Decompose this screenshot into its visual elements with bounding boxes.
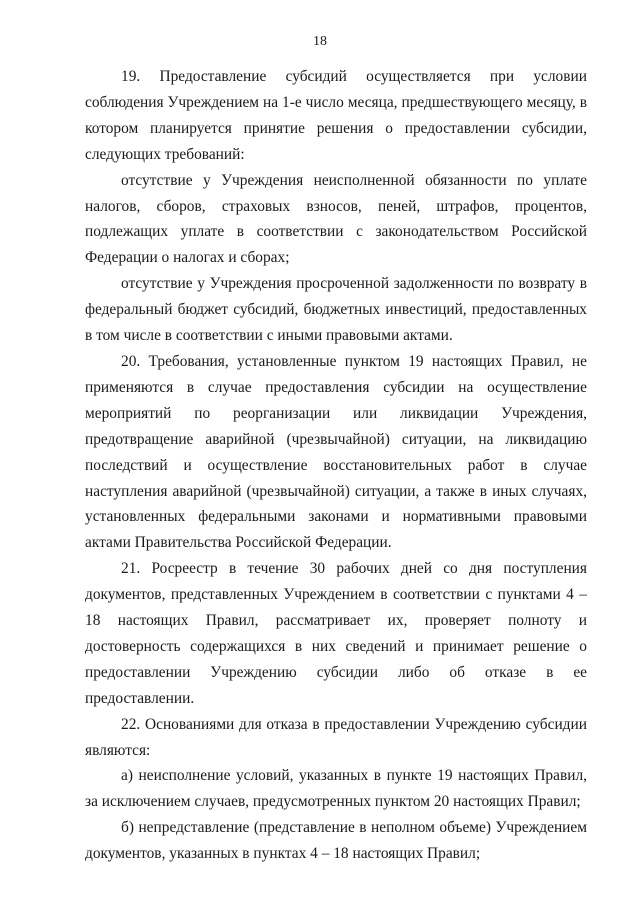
paragraph-22: 22. Основаниями для отказа в предоставлении Учреждению субсидии являются: (85, 715, 587, 759)
paragraph-requirement-debt: отсутствие у Учреждения просроченной задолженности по возврату в федеральный бюджет субсидий, бюджетных инвестиций, предоставленных в том числе в соответствии с иными правовыми актами. (85, 275, 587, 345)
paragraph-requirement-taxes: отсутствие у Учреждения неисполненной обязанности по уплате налогов, сборов, страховых взносов, пеней, штрафов, процентов, подлежащих уплате в соответствии с законодательством Российской Федерации о налогах и сборах; (85, 171, 587, 267)
paragraph-22-b: б) непредставление (представление в неполном объеме) Учреждением документов, указанных в пунктах 4 – 18 настоящих Правил; (85, 819, 587, 863)
paragraph-22-a: а) неисполнение условий, указанных в пункте 19 настоящих Правил, за исключением случаев, предусмотренных пунктом 20 настоящих Правил; (85, 767, 587, 811)
document-body (85, 64, 587, 867)
paragraph-21: 21. Росреестр в течение 30 рабочих дней со дня поступления документов, представленных Учреждением в соответствии с пунктами 4 – 18 настоящих Правил, рассматривает их, проверяет полноту и достоверность содержащихся в них сведений и принимает решение о предоставлении Учреждению субсидии либо об отказе в ее предоставлении. (85, 560, 587, 707)
paragraph-19: 19. Предоставление субсидий осуществляется при условии соблюдения Учреждением на 1-е число месяца, предшествующего месяцу, в котором планируется принятие решения о предоставлении субсидии, следующих требований: (85, 68, 587, 163)
paragraph-20: 20. Требования, установленные пунктом 19 настоящих Правил, не применяются в случае предоставления субсидии на осуществление мероприятий по реорганизации или ликвидации Учреждения, предотвращение аварийной (чрезвычайной) ситуации, на ликвидацию последствий и осуществление восстановительных работ в случае наступления аварийной (чрезвычайной) ситуации, а также в иных случаях, установленных федеральными законами и нормативными правовыми актами Правительства Российской Федерации. (85, 352, 587, 552)
page-number: 18 (313, 34, 327, 49)
